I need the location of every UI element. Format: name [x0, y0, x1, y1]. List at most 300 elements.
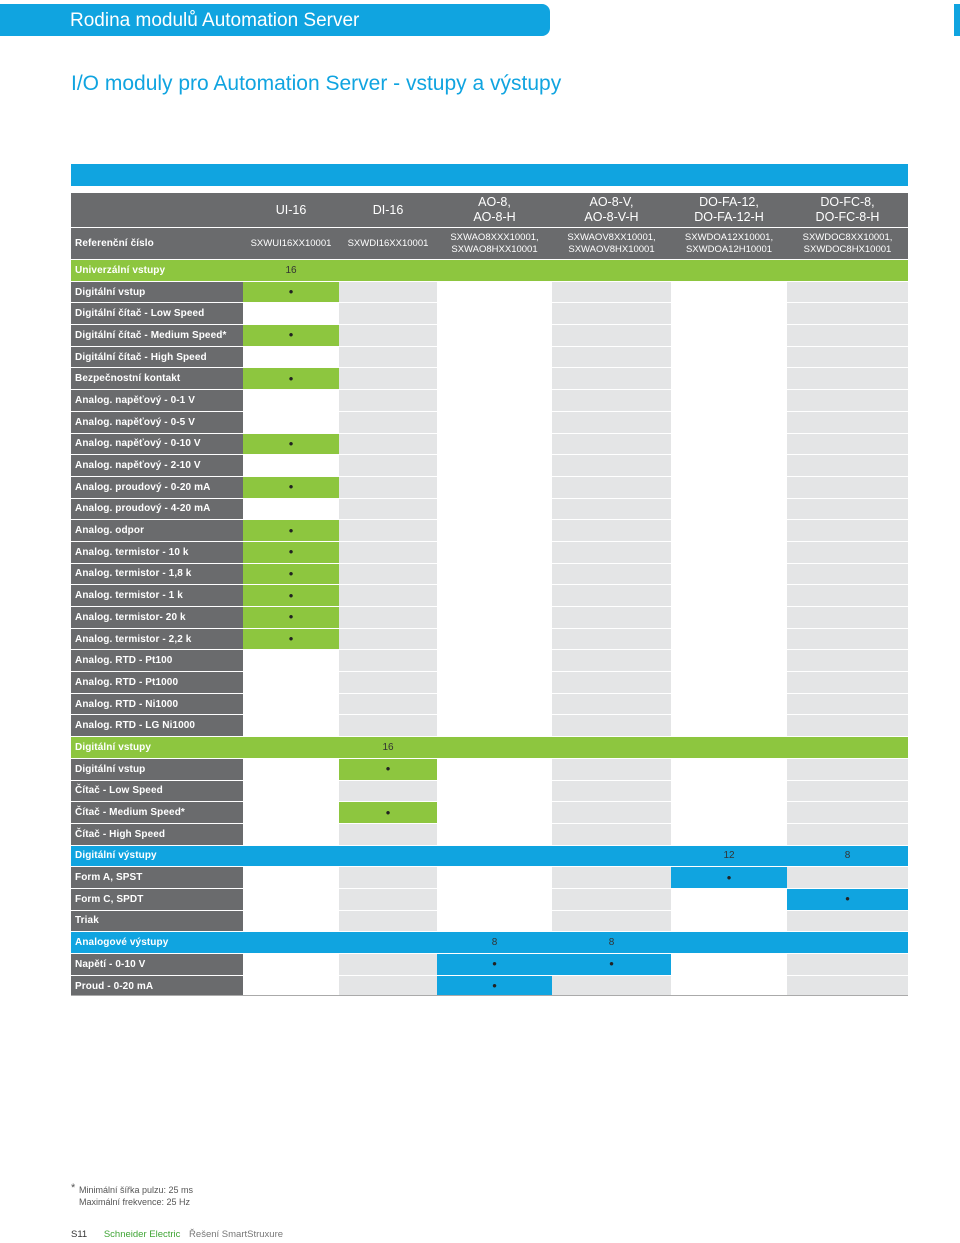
bullet-mark: • [243, 564, 339, 585]
table-cell [552, 846, 671, 867]
row-label: Analog. RTD - Pt100 [71, 650, 243, 671]
row-label: Analog. odpor [71, 520, 243, 541]
row-label: Digitální čítač - High Speed [71, 347, 243, 368]
table-cell [671, 824, 787, 845]
bullet-mark: • [671, 867, 787, 888]
table-row [71, 629, 908, 651]
table-cell [437, 911, 552, 932]
section-banner [0, 4, 550, 36]
table-cell [437, 368, 552, 389]
row-label: Analog. napěťový - 2-10 V [71, 455, 243, 476]
bullet-mark: • [437, 954, 552, 975]
table-cell [787, 347, 908, 368]
table-cell [243, 976, 339, 997]
page-number: S11 [71, 1229, 88, 1240]
row-label: Analog. napěťový - 0-5 V [71, 412, 243, 433]
table-row [71, 499, 908, 521]
table-cell [787, 954, 908, 975]
table-cell [339, 455, 437, 476]
table-cell [671, 499, 787, 520]
table-cell [437, 867, 552, 888]
table-cell [671, 781, 787, 802]
reference-number: SXWAOV8XX10001, SXWAOV8HX10001 [552, 228, 671, 259]
table-cell [671, 303, 787, 324]
column-header: AO-8, AO-8-H [437, 193, 552, 227]
table-cell [437, 629, 552, 650]
table-row [71, 390, 908, 412]
bullet-mark: • [243, 520, 339, 541]
table-row [71, 759, 908, 781]
table-cell [243, 737, 339, 758]
table-cell [787, 911, 908, 932]
table-cell [243, 303, 339, 324]
row-label: Digitální výstupy [71, 846, 243, 867]
table-bottom-rule [71, 995, 908, 996]
table-cell: 8 [437, 932, 552, 953]
table-cell [787, 564, 908, 585]
corner-tab [954, 4, 960, 36]
table-row [71, 347, 908, 369]
table-cell [552, 672, 671, 693]
table-cell [437, 781, 552, 802]
table-cell [552, 715, 671, 736]
table-cell [437, 889, 552, 910]
table-cell [243, 499, 339, 520]
column-header: DI-16 [339, 193, 437, 227]
table-cell [787, 368, 908, 389]
table-cell: 16 [243, 260, 339, 281]
row-label: Analog. termistor- 20 k [71, 607, 243, 628]
table-cell [787, 499, 908, 520]
table-cell [243, 867, 339, 888]
table-cell [787, 759, 908, 780]
table-cell [552, 412, 671, 433]
table-cell [671, 889, 787, 910]
table-row [71, 542, 908, 564]
table-cell [552, 694, 671, 715]
row-label: Form C, SPDT [71, 889, 243, 910]
row-label: Digitální vstup [71, 759, 243, 780]
table-row [71, 564, 908, 586]
table-cell [552, 499, 671, 520]
table-cell [671, 325, 787, 346]
table-cell [339, 542, 437, 563]
table-cell [552, 282, 671, 303]
table-row [71, 781, 908, 803]
table-cell [339, 889, 437, 910]
table-cell [552, 802, 671, 823]
table-cell [339, 477, 437, 498]
table-cell [437, 585, 552, 606]
table-cell [552, 607, 671, 628]
table-cell [671, 759, 787, 780]
footnote [71, 1184, 193, 1208]
table-cell [552, 564, 671, 585]
table-cell [339, 629, 437, 650]
table-row [71, 911, 908, 933]
table-cell [552, 434, 671, 455]
row-label: Analog. RTD - Pt1000 [71, 672, 243, 693]
row-label: Analog. proudový - 0-20 mA [71, 477, 243, 498]
table-cell [437, 737, 552, 758]
table-cell [552, 520, 671, 541]
table-cell [339, 260, 437, 281]
table-cell [339, 368, 437, 389]
table-cell [437, 802, 552, 823]
table-cell [339, 954, 437, 975]
table-cell [787, 412, 908, 433]
table-cell [339, 499, 437, 520]
row-label: Analog. termistor - 10 k [71, 542, 243, 563]
row-label: Čítač - Medium Speed* [71, 802, 243, 823]
table-cell [437, 303, 552, 324]
table-cell [671, 715, 787, 736]
table-cell [552, 650, 671, 671]
table-cell [243, 672, 339, 693]
table-cell [339, 303, 437, 324]
table-row [71, 282, 908, 304]
bullet-mark: • [243, 629, 339, 650]
table-cell [787, 542, 908, 563]
reference-number: SXWDOC8XX10001, SXWDOC8HX10001 [787, 228, 908, 259]
table-row [71, 303, 908, 325]
table-cell [671, 802, 787, 823]
table-cell [671, 737, 787, 758]
table-cell [552, 976, 671, 997]
table-cell [787, 325, 908, 346]
reference-number: SXWDOA12X10001, SXWDOA12H10001 [671, 228, 787, 259]
table-cell [671, 564, 787, 585]
table-row [71, 954, 908, 976]
table-cell [437, 650, 552, 671]
table-cell [243, 412, 339, 433]
table-cell [243, 846, 339, 867]
table-cell [787, 434, 908, 455]
reference-number: SXWAO8XXX10001, SXWAO8HXX10001 [437, 228, 552, 259]
bullet-mark: • [243, 368, 339, 389]
table-cell [437, 282, 552, 303]
table-cell [437, 325, 552, 346]
table-cell [552, 303, 671, 324]
table-row [71, 412, 908, 434]
bullet-mark: • [243, 434, 339, 455]
footnote-line-2: Maximální frekvence: 25 Hz [79, 1197, 191, 1207]
table-cell [243, 781, 339, 802]
row-label: Analog. termistor - 2,2 k [71, 629, 243, 650]
table-cell [787, 976, 908, 997]
table-cell [339, 347, 437, 368]
table-row [71, 889, 908, 911]
table-cell [671, 390, 787, 411]
table-cell [787, 802, 908, 823]
table-row [71, 802, 908, 824]
row-label: Univerzální vstupy [71, 260, 243, 281]
bullet-mark: • [243, 325, 339, 346]
table-cell [243, 650, 339, 671]
table-cell [671, 542, 787, 563]
table-cell [339, 781, 437, 802]
table-cell [671, 607, 787, 628]
bullet-mark: • [243, 542, 339, 563]
table-row [71, 368, 908, 390]
bullet-mark: • [243, 607, 339, 628]
table-row [71, 455, 908, 477]
row-label: Form A, SPST [71, 867, 243, 888]
row-label: Napětí - 0-10 V [71, 954, 243, 975]
table-cell [339, 846, 437, 867]
table-cell [437, 499, 552, 520]
page-title: I/O moduly pro Automation Server - vstupy a výstupy [71, 72, 562, 95]
table-cell [671, 368, 787, 389]
table-cell [671, 954, 787, 975]
table-cell [787, 737, 908, 758]
table-cell [243, 347, 339, 368]
bullet-mark: • [552, 954, 671, 975]
table-top-bar [71, 164, 908, 186]
table-cell [339, 911, 437, 932]
row-label: Digitální čítač - Low Speed [71, 303, 243, 324]
table-cell: 8 [787, 846, 908, 867]
table-cell [243, 759, 339, 780]
table-cell [243, 889, 339, 910]
reference-row [71, 228, 908, 260]
table-cell [437, 759, 552, 780]
reference-number: SXWDI16XX10001 [339, 228, 437, 259]
table-cell [437, 564, 552, 585]
table-cell [787, 629, 908, 650]
table-cell [437, 455, 552, 476]
table-row [71, 434, 908, 456]
table-cell [787, 303, 908, 324]
table-cell [437, 412, 552, 433]
table-row [71, 694, 908, 716]
bullet-mark: • [787, 889, 908, 910]
row-label: Analog. RTD - Ni1000 [71, 694, 243, 715]
table-cell [243, 954, 339, 975]
table-row [71, 325, 908, 347]
table-cell [339, 390, 437, 411]
bullet-mark: • [243, 585, 339, 606]
doc-name: Řešení SmartStruxure [189, 1229, 284, 1240]
table-cell [437, 672, 552, 693]
table-cell [671, 672, 787, 693]
table-cell [437, 542, 552, 563]
section-row [71, 846, 908, 868]
table-cell [552, 390, 671, 411]
table-cell [787, 282, 908, 303]
table-cell [437, 347, 552, 368]
table-cell [671, 347, 787, 368]
bullet-mark: • [243, 282, 339, 303]
row-label: Digitální čítač - Medium Speed* [71, 325, 243, 346]
table-row [71, 520, 908, 542]
section-row [71, 932, 908, 954]
table-cell [243, 715, 339, 736]
table-cell [243, 694, 339, 715]
row-label: Analogové výstupy [71, 932, 243, 953]
table-cell [243, 802, 339, 823]
table-cell: 16 [339, 737, 437, 758]
row-label: Čítač - Low Speed [71, 781, 243, 802]
table-cell [437, 846, 552, 867]
table-cell [339, 412, 437, 433]
table-cell [552, 585, 671, 606]
table-cell [787, 477, 908, 498]
table-cell [552, 325, 671, 346]
row-label: Digitální vstup [71, 282, 243, 303]
table-cell [671, 282, 787, 303]
table-cell [787, 260, 908, 281]
table-cell [552, 260, 671, 281]
column-header: DO-FC-8, DO-FC-8-H [787, 193, 908, 227]
column-header: UI-16 [243, 193, 339, 227]
row-label: Čítač - High Speed [71, 824, 243, 845]
row-label: Analog. termistor - 1,8 k [71, 564, 243, 585]
table-cell [437, 434, 552, 455]
table-cell [787, 867, 908, 888]
table-cell [552, 824, 671, 845]
reference-label: Referenční číslo [71, 228, 243, 259]
table-cell [243, 824, 339, 845]
table-cell [243, 932, 339, 953]
row-label: Triak [71, 911, 243, 932]
table-cell [552, 759, 671, 780]
table-cell [339, 867, 437, 888]
page-footer [71, 1229, 283, 1240]
table-cell [787, 694, 908, 715]
table-cell: 8 [552, 932, 671, 953]
table-cell [671, 694, 787, 715]
table-cell [339, 650, 437, 671]
table-cell [671, 650, 787, 671]
table-cell [339, 715, 437, 736]
table-cell [787, 520, 908, 541]
table-row [71, 477, 908, 499]
row-label: Bezpečnostní kontakt [71, 368, 243, 389]
row-label: Analog. RTD - LG Ni1000 [71, 715, 243, 736]
table-cell [671, 932, 787, 953]
bullet-mark: • [339, 759, 437, 780]
row-label: Proud - 0-20 mA [71, 976, 243, 997]
table-cell [552, 867, 671, 888]
table-cell [339, 434, 437, 455]
brand-name: Schneider Electric [103, 1229, 181, 1240]
table-row [71, 867, 908, 889]
bullet-mark: • [243, 477, 339, 498]
table-cell [552, 889, 671, 910]
table-cell [552, 455, 671, 476]
table-cell [437, 520, 552, 541]
row-label: Analog. termistor - 1 k [71, 585, 243, 606]
table-cell [671, 412, 787, 433]
column-header: DO-FA-12, DO-FA-12-H [671, 193, 787, 227]
table-cell [339, 976, 437, 997]
table-cell [243, 390, 339, 411]
table-cell [339, 672, 437, 693]
table-cell [671, 911, 787, 932]
banner-title: Rodina modulů Automation Server [70, 10, 360, 31]
table-cell [339, 585, 437, 606]
table-cell [552, 477, 671, 498]
table-cell [339, 282, 437, 303]
table-cell [437, 260, 552, 281]
table-cell [339, 694, 437, 715]
table-cell [437, 390, 552, 411]
footnote-line-1: Minimální šířka pulzu: 25 ms [79, 1185, 194, 1195]
table-cell [339, 607, 437, 628]
column-header-row [71, 193, 908, 228]
table-cell [787, 715, 908, 736]
section-row [71, 260, 908, 282]
table-row [71, 672, 908, 694]
table-cell [437, 607, 552, 628]
table-cell [787, 932, 908, 953]
bullet-mark: • [437, 976, 552, 997]
table-cell [787, 607, 908, 628]
table-cell [787, 781, 908, 802]
bullet-mark: • [339, 802, 437, 823]
row-label: Digitální vstupy [71, 737, 243, 758]
table-cell [552, 629, 671, 650]
table-cell [671, 585, 787, 606]
table-cell [671, 520, 787, 541]
section-row [71, 737, 908, 759]
table-cell [787, 824, 908, 845]
column-header: AO-8-V, AO-8-V-H [552, 193, 671, 227]
table-cell [671, 629, 787, 650]
table-row [71, 607, 908, 629]
table-cell [787, 455, 908, 476]
table-cell [437, 477, 552, 498]
io-module-table [71, 193, 908, 997]
footnote-star: * [71, 1182, 76, 1194]
table-cell [339, 325, 437, 346]
row-label: Analog. napěťový - 0-10 V [71, 434, 243, 455]
table-cell [671, 260, 787, 281]
table-cell [243, 911, 339, 932]
reference-number: SXWUI16XX10001 [243, 228, 339, 259]
table-cell [437, 694, 552, 715]
table-cell [671, 455, 787, 476]
table-cell [339, 824, 437, 845]
table-cell [552, 911, 671, 932]
table-cell [339, 932, 437, 953]
header-corner [71, 193, 243, 227]
table-cell [339, 564, 437, 585]
table-cell [671, 976, 787, 997]
table-row [71, 650, 908, 672]
table-cell [552, 737, 671, 758]
table-cell [787, 650, 908, 671]
table-cell [552, 542, 671, 563]
table-cell [787, 585, 908, 606]
table-row [71, 824, 908, 846]
table-row [71, 585, 908, 607]
row-label: Analog. proudový - 4-20 mA [71, 499, 243, 520]
table-cell [437, 824, 552, 845]
table-cell: 12 [671, 846, 787, 867]
table-cell [552, 347, 671, 368]
table-cell [243, 455, 339, 476]
row-label: Analog. napěťový - 0-1 V [71, 390, 243, 411]
table-cell [787, 672, 908, 693]
table-cell [339, 520, 437, 541]
table-cell [671, 434, 787, 455]
table-cell [552, 781, 671, 802]
table-cell [552, 368, 671, 389]
table-cell [671, 477, 787, 498]
table-row [71, 715, 908, 737]
